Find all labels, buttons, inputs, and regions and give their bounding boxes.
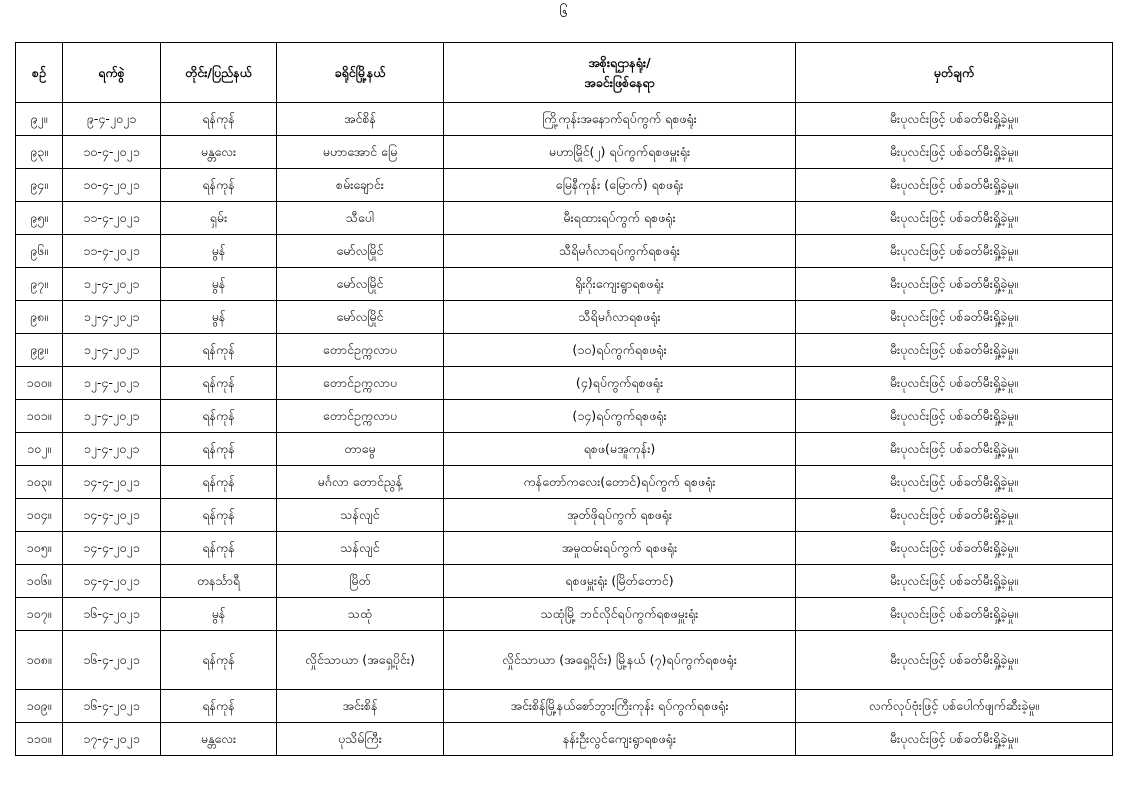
header-location	[444, 43, 796, 103]
cell-district: မော်လမြိုင်	[277, 301, 444, 334]
cell-remarks: မီးပုလင်းဖြင့် ပစ်ခတ်မီးရှို့ခဲ့မှု။	[796, 565, 1113, 598]
cell-no: ၁၀၉။	[16, 690, 63, 723]
cell-location: မီးရထားရပ်ကွက် ရစဖရုံး	[444, 202, 796, 235]
table-row	[16, 690, 1113, 723]
table-row	[16, 723, 1113, 756]
table-row	[16, 565, 1113, 598]
cell-date: ၁၆-၄-၂၀၂၁	[63, 631, 161, 690]
cell-district: မော်လမြိုင်	[277, 268, 444, 301]
cell-location: မြေနီကုန်း (မြောက်) ရစဖရုံး	[444, 169, 796, 202]
cell-location: ကြို့ကုန်းအနောက်ရပ်ကွက် ရစဖရုံး	[444, 103, 796, 136]
cell-location: သထုံမြို့ ဘင်လိုင်ရပ်ကွက်ရစဖမှူးရုံး	[444, 598, 796, 631]
cell-location: ရိုးဂိုးကျေးရွာရစဖရုံး	[444, 268, 796, 301]
cell-no: ၉၆။	[16, 235, 63, 268]
cell-date: ၁၂-၄-၂၀၂၁	[63, 301, 161, 334]
cell-remarks: မီးပုလင်းဖြင့် ပစ်ခတ်မီးရှို့ခဲ့မှု။	[796, 598, 1113, 631]
cell-remarks: မီးပုလင်းဖြင့် ပစ်ခတ်မီးရှို့ခဲ့မှု။	[796, 631, 1113, 690]
cell-region: မန္တလေး	[161, 723, 277, 756]
cell-date: ၁၄-၄-၂၀၂၁	[63, 532, 161, 565]
cell-remarks: လက်လုပ်ဗုံးဖြင့် ပစ်ပေါက်ဖျက်ဆီးခဲ့မှု။	[796, 690, 1113, 723]
table-row	[16, 433, 1113, 466]
cell-remarks: မီးပုလင်းဖြင့် ပစ်ခတ်မီးရှို့ခဲ့မှု။	[796, 466, 1113, 499]
cell-remarks: မီးပုလင်းဖြင့် ပစ်ခတ်မီးရှို့ခဲ့မှု။	[796, 367, 1113, 400]
table-row	[16, 334, 1113, 367]
cell-region: ရန်ကုန်	[161, 532, 277, 565]
cell-date: ၁၁-၄-၂၀၂၁	[63, 235, 161, 268]
cell-region: ရန်ကုန်	[161, 499, 277, 532]
cell-region: မွန်	[161, 235, 277, 268]
cell-no: ၉၄။	[16, 169, 63, 202]
cell-no: ၁၀၈။	[16, 631, 63, 690]
cell-region: မွန်	[161, 598, 277, 631]
table-row	[16, 499, 1113, 532]
table-row	[16, 301, 1113, 334]
cell-location: အင်းစိန်မြို့နယ်စော်ဘွားကြီးကုန်း ရပ်ကွက်ရစဖရုံး	[444, 690, 796, 723]
cell-no: ၉၈။	[16, 301, 63, 334]
cell-district: တောင်ဥက္ကလာပ	[277, 334, 444, 367]
table-body	[16, 103, 1113, 756]
cell-date: ၉-၄-၂၀၂၁	[63, 103, 161, 136]
cell-location: ကန်တော်ကလေး(တောင်)ရပ်ကွက် ရစဖရုံး	[444, 466, 796, 499]
cell-district: မော်လမြိုင်	[277, 235, 444, 268]
cell-district: အင်းစိန်	[277, 690, 444, 723]
cell-remarks: မီးပုလင်းဖြင့် ပစ်ခတ်မီးရှို့ခဲ့မှု။	[796, 235, 1113, 268]
table-row	[16, 136, 1113, 169]
header-date: ရက်စွဲ	[63, 43, 161, 103]
cell-location: ရစဖမှူးရုံး (မြိတ်တောင်)	[444, 565, 796, 598]
cell-district: တောင်ဥက္ကလာပ	[277, 367, 444, 400]
cell-location: (၁၀)ရပ်ကွက်ရစဖရုံး	[444, 334, 796, 367]
cell-region: တနင်္သာရီ	[161, 565, 277, 598]
cell-district: မြိတ်	[277, 565, 444, 598]
cell-district: မင်္ဂလာ တောင်ညွန့်	[277, 466, 444, 499]
cell-location: နန်းဦးလွင်ကျေးရွာရစဖရုံး	[444, 723, 796, 756]
header-region: တိုင်း/ပြည်နယ်	[161, 43, 277, 103]
cell-date: ၁၇-၄-၂၀၂၁	[63, 723, 161, 756]
cell-region: မန္တလေး	[161, 136, 277, 169]
cell-remarks: မီးပုလင်းဖြင့် ပစ်ခတ်မီးရှို့ခဲ့မှု။	[796, 723, 1113, 756]
cell-region: ရန်ကုန်	[161, 433, 277, 466]
cell-date: ၁၂-၄-၂၀၂၁	[63, 268, 161, 301]
table-row	[16, 202, 1113, 235]
cell-no: ၁၀၀။	[16, 367, 63, 400]
cell-date: ၁၂-၄-၂၀၂၁	[63, 367, 161, 400]
cell-remarks: မီးပုလင်းဖြင့် ပစ်ခတ်မီးရှို့ခဲ့မှု။	[796, 532, 1113, 565]
cell-location: (၁၄)ရပ်ကွက်ရစဖရုံး	[444, 400, 796, 433]
cell-no: ၉၃။	[16, 136, 63, 169]
cell-date: ၁၄-၄-၂၀၂၁	[63, 499, 161, 532]
cell-no: ၉၅။	[16, 202, 63, 235]
cell-remarks: မီးပုလင်းဖြင့် ပစ်ခတ်မီးရှို့ခဲ့မှု။	[796, 202, 1113, 235]
cell-remarks: မီးပုလင်းဖြင့် ပစ်ခတ်မီးရှို့ခဲ့မှု။	[796, 136, 1113, 169]
cell-location: မဟာမြိုင်(၂) ရပ်ကွက်ရစဖမှူးရုံး	[444, 136, 796, 169]
incident-table	[15, 42, 1113, 756]
cell-location: လှိုင်သာယာ (အရှေ့ပိုင်း) မြို့နယ် (၇)ရပ်ကွက်ရစဖရုံး	[444, 631, 796, 690]
page-number: ၆	[559, 3, 568, 21]
cell-date: ၁၆-၄-၂၀၂၁	[63, 598, 161, 631]
cell-date: ၁၁-၄-၂၀၂၁	[63, 202, 161, 235]
cell-no: ၉၇။	[16, 268, 63, 301]
cell-district: တောင်ဥက္ကလာပ	[277, 400, 444, 433]
cell-region: ရန်ကုန်	[161, 690, 277, 723]
table-row	[16, 367, 1113, 400]
cell-remarks: မီးပုလင်းဖြင့် ပစ်ခတ်မီးရှို့ခဲ့မှု။	[796, 433, 1113, 466]
cell-district: လှိုင်သာယာ (အရှေ့ပိုင်း)	[277, 631, 444, 690]
cell-region: ရန်ကုန်	[161, 631, 277, 690]
cell-district: သီပေါ	[277, 202, 444, 235]
cell-date: ၁၀-၄-၂၀၂၁	[63, 169, 161, 202]
cell-district: မဟာအောင် မြေ	[277, 136, 444, 169]
cell-no: ၁၀၁။	[16, 400, 63, 433]
cell-location: အမှုထမ်းရပ်ကွက် ရစဖရုံး	[444, 532, 796, 565]
cell-region: ရန်ကုန်	[161, 169, 277, 202]
cell-date: ၁၄-၄-၂၀၂၁	[63, 466, 161, 499]
cell-district: စမ်းချောင်း	[277, 169, 444, 202]
cell-location: (၄)ရပ်ကွက်ရစဖရုံး	[444, 367, 796, 400]
cell-remarks: မီးပုလင်းဖြင့် ပစ်ခတ်မီးရှို့ခဲ့မှု။	[796, 169, 1113, 202]
cell-region: ရန်ကုန်	[161, 334, 277, 367]
cell-region: ရှမ်း	[161, 202, 277, 235]
cell-remarks: မီးပုလင်းဖြင့် ပစ်ခတ်မီးရှို့ခဲ့မှု။	[796, 400, 1113, 433]
cell-location: အုတ်ဖိုရပ်ကွက် ရစဖရုံး	[444, 499, 796, 532]
cell-location: ရစဖ(မအူကုန်း)	[444, 433, 796, 466]
table-header-row	[16, 43, 1113, 103]
cell-region: ရန်ကုန်	[161, 400, 277, 433]
cell-date: ၁၂-၄-၂၀၂၁	[63, 400, 161, 433]
cell-date: ၁၆-၄-၂၀၂၁	[63, 690, 161, 723]
header-location-line2: အခင်းဖြစ်နေရာ	[584, 74, 655, 90]
cell-location: သီရိမင်္ဂလာရပ်ကွက်ရစဖရုံး	[444, 235, 796, 268]
cell-date: ၁၂-၄-၂၀၂၁	[63, 433, 161, 466]
cell-location: သီရိမင်္ဂလာရစဖရုံး	[444, 301, 796, 334]
cell-no: ၁၁၀။	[16, 723, 63, 756]
header-district: ခရိုင်မြို့နယ်	[277, 43, 444, 103]
header-no: စဉ်	[16, 43, 63, 103]
cell-district: သန်လျင်	[277, 499, 444, 532]
cell-no: ၁၀၄။	[16, 499, 63, 532]
table-row	[16, 400, 1113, 433]
table-row	[16, 103, 1113, 136]
cell-district: သန်လျင်	[277, 532, 444, 565]
cell-district: တာမွေ	[277, 433, 444, 466]
cell-region: ရန်ကုန်	[161, 103, 277, 136]
cell-date: ၁၂-၄-၂၀၂၁	[63, 334, 161, 367]
table-row	[16, 532, 1113, 565]
cell-no: ၉၉။	[16, 334, 63, 367]
cell-district: သထုံ	[277, 598, 444, 631]
table-row	[16, 598, 1113, 631]
cell-remarks: မီးပုလင်းဖြင့် ပစ်ခတ်မီးရှို့ခဲ့မှု။	[796, 334, 1113, 367]
cell-region: ရန်ကုန်	[161, 367, 277, 400]
cell-date: ၁၄-၄-၂၀၂၁	[63, 565, 161, 598]
cell-remarks: မီးပုလင်းဖြင့် ပစ်ခတ်မီးရှို့ခဲ့မှု။	[796, 268, 1113, 301]
cell-no: ၁၀၇။	[16, 598, 63, 631]
table-row	[16, 631, 1113, 690]
table-row	[16, 268, 1113, 301]
cell-region: ရန်ကုန်	[161, 466, 277, 499]
table-row	[16, 235, 1113, 268]
table-row	[16, 466, 1113, 499]
cell-district: အင်စိန်	[277, 103, 444, 136]
cell-no: ၁၀၅။	[16, 532, 63, 565]
header-remarks: မှတ်ချက်	[796, 43, 1113, 103]
cell-district: ပုသိမ်ကြီး	[277, 723, 444, 756]
cell-date: ၁၀-၄-၂၀၂၁	[63, 136, 161, 169]
cell-no: ၁၀၂။	[16, 433, 63, 466]
cell-no: ၉၂။	[16, 103, 63, 136]
cell-remarks: မီးပုလင်းဖြင့် ပစ်ခတ်မီးရှို့ခဲ့မှု။	[796, 499, 1113, 532]
header-location-line1: အစိုးရဌာနရုံး/	[588, 54, 651, 70]
table-row	[16, 169, 1113, 202]
cell-remarks: မီးပုလင်းဖြင့် ပစ်ခတ်မီးရှို့ခဲ့မှု။	[796, 301, 1113, 334]
cell-region: မွန်	[161, 301, 277, 334]
cell-remarks: မီးပုလင်းဖြင့် ပစ်ခတ်မီးရှို့ခဲ့မှု။	[796, 103, 1113, 136]
cell-no: ၁၀၃။	[16, 466, 63, 499]
cell-region: မွန်	[161, 268, 277, 301]
cell-no: ၁၀၆။	[16, 565, 63, 598]
